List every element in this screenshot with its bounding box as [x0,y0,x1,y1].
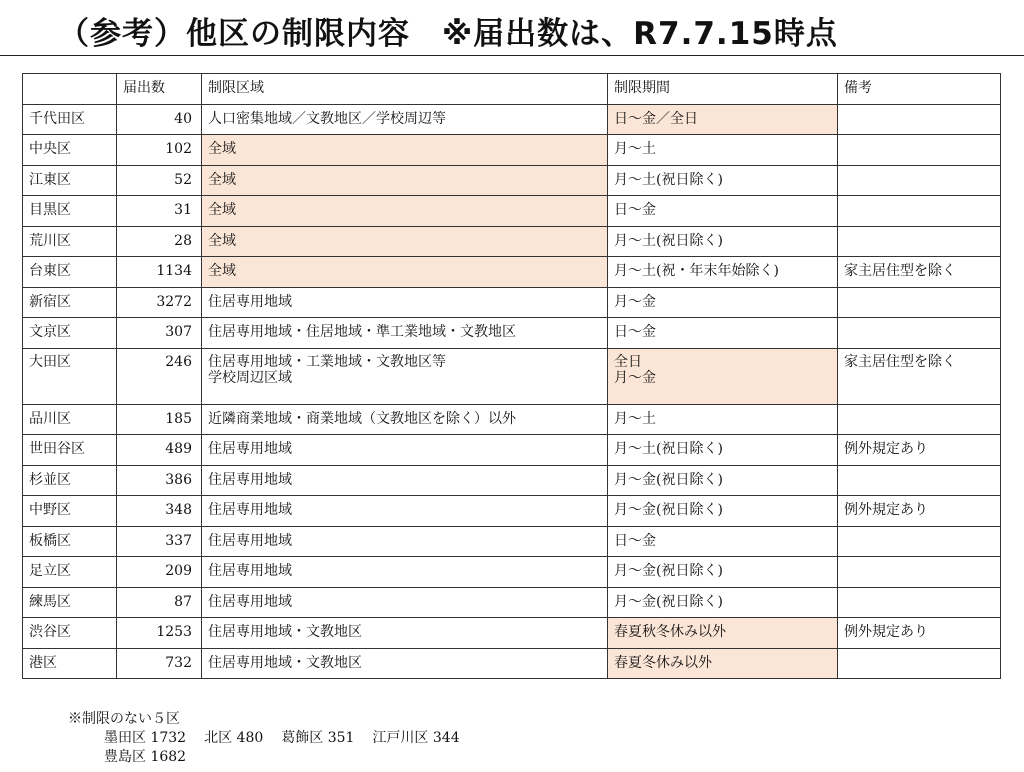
table-row [23,348,1001,404]
cell-period-line: 月～土(祝日除く) [614,232,723,249]
cell-period [608,348,838,404]
cell-note: 例外規定あり [838,496,1001,527]
cell-ward: 杉並区 [23,465,117,496]
cell-area [202,318,608,349]
cell-area [202,435,608,466]
cell-area [202,196,608,227]
cell-count: 40 [117,104,202,135]
cell-period [608,165,838,196]
cell-period [608,226,838,257]
cell-area-line: 住居専用地域・文教地区 [208,654,362,671]
cell-area [202,587,608,618]
cell-period [608,104,838,135]
cell-ward: 練馬区 [23,587,117,618]
cell-period [608,318,838,349]
cell-period-line: 日～金 [614,202,656,219]
footnote-line [68,729,478,748]
table-row [23,648,1001,679]
cell-area [202,287,608,318]
table-row [23,104,1001,135]
cell-area [202,648,608,679]
cell-note [838,465,1001,496]
cell-period [608,587,838,618]
cell-note [838,135,1001,166]
table-row [23,587,1001,618]
table-row [23,318,1001,349]
cell-count: 348 [117,496,202,527]
footnote-ward: 墨田区 1732 [104,730,187,746]
cell-period-line: 月～土 [614,141,656,158]
cell-count: 732 [117,648,202,679]
title-divider [0,55,1024,56]
cell-area-line: 全域 [208,202,236,219]
cell-area [202,348,608,404]
cell-area-line: 住居専用地域・文教地区 [208,624,362,641]
cell-ward: 世田谷区 [23,435,117,466]
cell-count: 52 [117,165,202,196]
cell-note: 例外規定あり [838,618,1001,649]
cell-area [202,496,608,527]
table-row [23,496,1001,527]
cell-count: 28 [117,226,202,257]
cell-note [838,165,1001,196]
cell-period [608,287,838,318]
table-row [23,196,1001,227]
cell-area [202,104,608,135]
cell-period-line: 月～金(祝日除く) [614,471,723,488]
cell-area-line: 全域 [208,232,236,249]
header-count: 届出数 [117,74,202,105]
footnote-heading: ※制限のない５区 [68,711,180,727]
cell-period [608,648,838,679]
cell-ward: 板橋区 [23,526,117,557]
cell-area-line: 住居専用地域 [208,593,292,610]
cell-area-line: 全域 [208,141,236,158]
cell-period-line: 月～土(祝・年末年始除く) [614,263,779,280]
cell-count: 31 [117,196,202,227]
table-row [23,135,1001,166]
cell-area-line: 住居専用地域 [208,293,292,310]
footnote-line [68,748,478,767]
cell-note [838,648,1001,679]
cell-ward: 荒川区 [23,226,117,257]
cell-count: 87 [117,587,202,618]
cell-count: 3272 [117,287,202,318]
cell-count: 102 [117,135,202,166]
cell-area-line: 住居専用地域 [208,441,292,458]
cell-count: 1253 [117,618,202,649]
cell-period [608,135,838,166]
cell-area-line: 住居専用地域 [208,471,292,488]
cell-note [838,226,1001,257]
cell-period-line: 月～金(祝日除く) [614,563,723,580]
cell-period [608,196,838,227]
cell-note: 例外規定あり [838,435,1001,466]
cell-ward: 大田区 [23,348,117,404]
cell-period-line: 月～金 [614,370,656,387]
cell-note [838,404,1001,435]
cell-period [608,557,838,588]
cell-area [202,257,608,288]
cell-count: 246 [117,348,202,404]
cell-period [608,526,838,557]
table-header-row [23,74,1001,105]
cell-ward: 文京区 [23,318,117,349]
header-note: 備考 [838,74,1001,105]
cell-period-line: 春夏冬休み以外 [614,654,712,671]
cell-ward: 目黒区 [23,196,117,227]
cell-period [608,257,838,288]
header-ward [23,74,117,105]
cell-note [838,196,1001,227]
cell-period-line: 日～金 [614,532,656,549]
cell-period-line: 月～金(祝日除く) [614,502,723,519]
cell-period [608,465,838,496]
cell-note: 家主居住型を除く [838,348,1001,404]
cell-area-line: 住居専用地域・住居地域・準工業地域・文教地区 [208,324,516,341]
cell-note [838,557,1001,588]
cell-period-line: 全日 [614,353,642,370]
cell-ward: 江東区 [23,165,117,196]
cell-ward: 足立区 [23,557,117,588]
table-row [23,435,1001,466]
cell-period-line: 春夏秋冬休み以外 [614,624,726,641]
cell-ward: 千代田区 [23,104,117,135]
cell-ward: 中野区 [23,496,117,527]
cell-area [202,618,608,649]
cell-period-line: 日～金 [614,324,656,341]
cell-ward: 新宿区 [23,287,117,318]
cell-period-line: 月～土 [614,410,656,427]
cell-area-line: 住居専用地域 [208,563,292,580]
cell-area-line: 全域 [208,171,236,188]
cell-period [608,404,838,435]
cell-count: 489 [117,435,202,466]
cell-note [838,287,1001,318]
header-area: 制限区域 [202,74,608,105]
cell-period-line: 月～金(祝日除く) [614,593,723,610]
table-row [23,287,1001,318]
cell-area-line: 住居専用地域・工業地域・文教地区等 [208,353,446,370]
table-row [23,404,1001,435]
footnote-list [68,729,478,767]
page-title: （参考）他区の制限内容 ※届出数は、R7.7.15時点 [58,16,838,52]
cell-period-line: 日～金／全日 [614,110,698,127]
cell-count: 337 [117,526,202,557]
header-period: 制限期間 [608,74,838,105]
cell-area-line: 人口密集地域／文教地区／学校周辺等 [208,110,446,127]
table-row [23,465,1001,496]
cell-note [838,104,1001,135]
cell-area-line: 住居専用地域 [208,502,292,519]
cell-period [608,496,838,527]
cell-period [608,618,838,649]
cell-ward: 中央区 [23,135,117,166]
table-row [23,165,1001,196]
cell-area-line: 住居専用地域 [208,532,292,549]
cell-area [202,526,608,557]
table-body [23,104,1001,679]
table-row [23,526,1001,557]
cell-note [838,587,1001,618]
cell-area-line: 近隣商業地域・商業地域（文教地区を除く）以外 [208,410,516,427]
cell-period-line: 月～土(祝日除く) [614,441,723,458]
footnote [68,710,478,767]
cell-area [202,465,608,496]
cell-ward: 品川区 [23,404,117,435]
cell-area-line: 学校周辺区域 [208,370,292,387]
cell-count: 307 [117,318,202,349]
cell-note [838,318,1001,349]
cell-period-line: 月～土(祝日除く) [614,171,723,188]
cell-ward: 渋谷区 [23,618,117,649]
footnote-ward: 江戸川区 344 [372,730,460,746]
cell-area [202,135,608,166]
table-row [23,226,1001,257]
table-row [23,557,1001,588]
cell-note [838,526,1001,557]
restriction-table [22,73,1001,679]
cell-period [608,435,838,466]
table-row [23,257,1001,288]
cell-area-line: 全域 [208,263,236,280]
cell-area [202,165,608,196]
footnote-ward: 豊島区 1682 [104,749,187,765]
cell-area [202,557,608,588]
cell-note: 家主居住型を除く [838,257,1001,288]
footnote-ward: 北区 480 [204,730,264,746]
cell-ward: 台東区 [23,257,117,288]
cell-period-line: 月～金 [614,293,656,310]
table-row [23,618,1001,649]
cell-area [202,226,608,257]
cell-ward: 港区 [23,648,117,679]
cell-area [202,404,608,435]
footnote-ward: 葛飾区 351 [281,730,355,746]
cell-count: 386 [117,465,202,496]
cell-count: 1134 [117,257,202,288]
cell-count: 185 [117,404,202,435]
cell-count: 209 [117,557,202,588]
